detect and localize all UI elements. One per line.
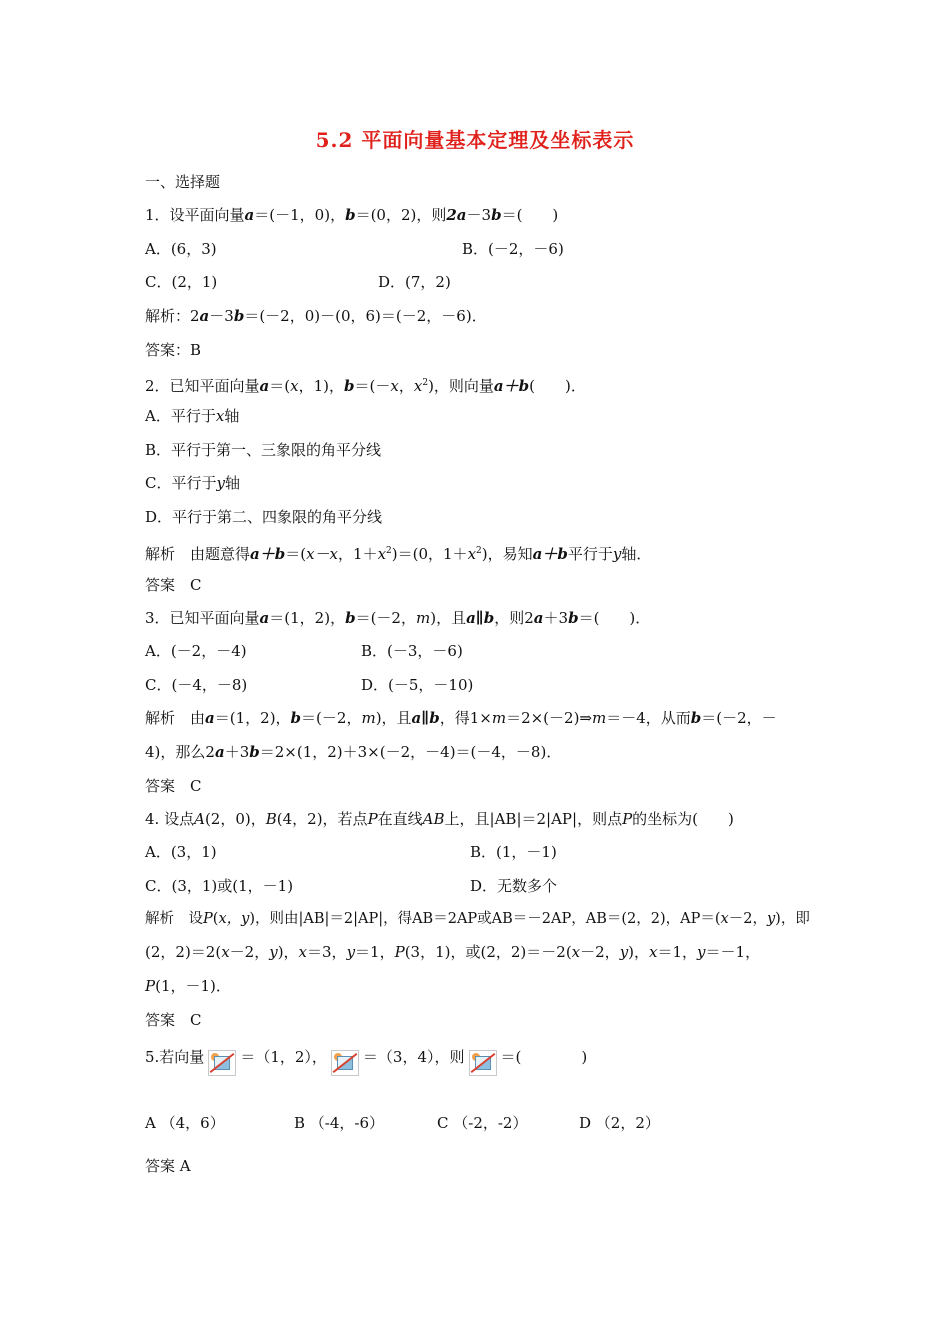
q4-answer: 答案 C xyxy=(145,1011,202,1029)
q4-stem: 4. 设点A(2，0)，B(4，2)，若点P在直线AB上，且|AB|＝2|AP|，则点P的坐标为( ) xyxy=(145,810,734,828)
q3-stem: 3．已知平面向量a＝(1，2)，b＝(－2，m)，且a∥b，则2a＋3b＝( )． xyxy=(145,609,651,627)
q2-option-b: B．平行于第一、三象限的角平分线 xyxy=(145,441,382,459)
q5-option-c: C （-2，-2） xyxy=(437,1114,528,1132)
q5-stem: 5.若向量 ＝（1，2）， ＝（3，4），则 ＝( ) xyxy=(145,1046,587,1076)
q4-option-c: C．(3，1)或(1，－1) xyxy=(145,877,294,895)
q2-option-d: D．平行于第二、四象限的角平分线 xyxy=(145,508,383,526)
q1-option-b: B．(－2，－6) xyxy=(462,240,564,258)
q2-option-c: C．平行于y轴 xyxy=(145,474,240,492)
q2-option-a: A．平行于x轴 xyxy=(145,407,240,425)
q3-answer: 答案 C xyxy=(145,777,202,795)
broken-image-icon xyxy=(331,1050,359,1076)
section-heading: 一、选择题 xyxy=(145,173,221,191)
q3-analysis-line2: 4)，那么2a＋3b＝2×(1，2)＋3×(－2，－4)＝(－4，－8)． xyxy=(145,743,562,761)
q1-stem: 1．设平面向量a＝(－1，0)，b＝(0，2)，则2a－3b＝( ) xyxy=(145,206,559,224)
q1-option-c: C．(2，1) xyxy=(145,273,218,291)
q5-answer: 答案 A xyxy=(145,1157,191,1175)
q5-option-b: B （-4，-6） xyxy=(294,1114,385,1132)
q4-analysis-line1: 解析 设P(x，y)，则由|AB|＝2|AP|，得AB＝2AP或AB＝－2AP，AB＝(2，2)，AP＝(x－2，y)，即 xyxy=(145,911,810,927)
q1-answer: 答案：B xyxy=(145,341,202,359)
q3-option-d: D．(－5，－10) xyxy=(361,676,474,694)
q2-stem: 2．已知平面向量a＝(x，1)，b＝(－x，$x^2$)，则向量a＋b( )． xyxy=(145,377,586,395)
page-title: 5.2 平面向量基本定理及坐标表示 xyxy=(315,128,635,152)
q3-option-c: C．(－4，－8) xyxy=(145,676,248,694)
broken-image-icon xyxy=(469,1050,497,1076)
q2-answer: 答案 C xyxy=(145,576,202,594)
q3-option-a: A．(－2，－4) xyxy=(145,642,247,660)
q4-option-b: B．(1，－1) xyxy=(470,843,557,861)
broken-image-icon xyxy=(208,1050,236,1076)
q3-option-b: B．(－3，－6) xyxy=(361,642,463,660)
q4-option-d: D．无数多个 xyxy=(470,877,558,895)
q2-analysis: 解析 由题意得a＋b＝(x－x，$1+x^2)=(0$，$1+x^2$)，易知a＋b平行于y轴． xyxy=(145,545,652,563)
q5-option-d: D （2，2） xyxy=(579,1114,660,1132)
q4-analysis-line2: (2，2)＝2(x－2，y)，x＝3，y＝1，P(3，1)，或(2，2)＝－2(x－2，y)，x＝1，y＝－1， xyxy=(145,943,761,961)
q3-analysis-line1: 解析 由a＝(1，2)，b＝(－2，m)，且a∥b，得1×m＝2×(－2)⇒m＝－4，从而b＝(－2，－ xyxy=(145,709,777,727)
q5-option-a: A （4，6） xyxy=(145,1114,225,1132)
q1-option-d: D．(7，2) xyxy=(378,273,451,291)
q1-option-a: A．(6，3) xyxy=(145,240,217,258)
q4-option-a: A．(3，1) xyxy=(145,843,217,861)
q1-analysis: 解析：2a－3b＝(－2，0)－(0，6)＝(－2，－6)． xyxy=(145,307,487,325)
q4-analysis-line3: P(1，－1)． xyxy=(145,977,231,995)
